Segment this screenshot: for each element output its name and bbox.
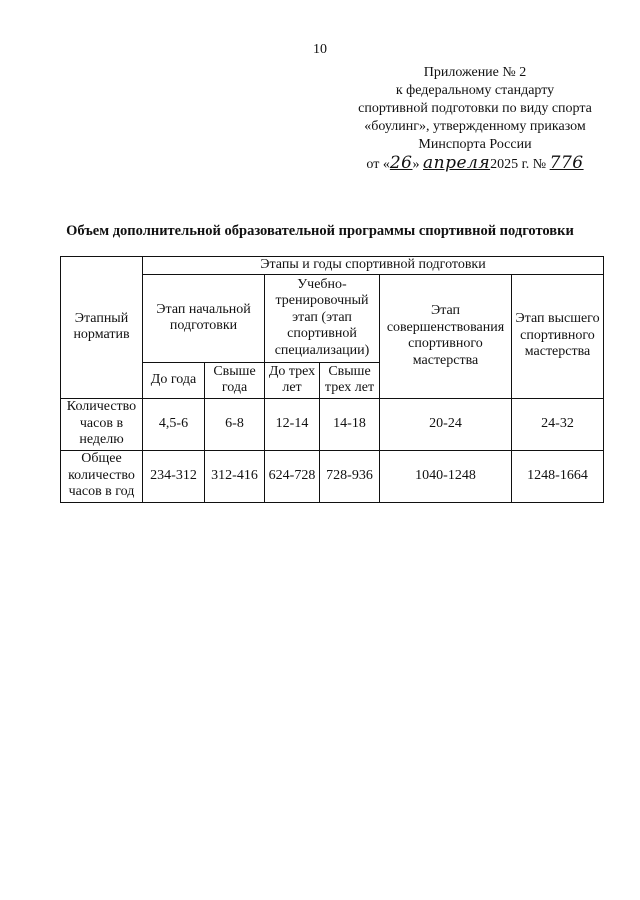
date-mid: » bbox=[412, 157, 420, 172]
row-header-cell: Этапный норматив bbox=[61, 257, 143, 399]
table-cell: 6-8 bbox=[205, 398, 265, 450]
training-volume-table bbox=[60, 256, 604, 503]
handwritten-number: 776 bbox=[549, 153, 584, 173]
table-cell: 234-312 bbox=[143, 450, 205, 502]
page-number: 10 bbox=[313, 42, 327, 57]
sub-header-training-1: До трех лет bbox=[265, 362, 320, 398]
row-label-yearly-hours: Общее количество часов в год bbox=[61, 450, 143, 502]
appendix-title: Приложение № 2 bbox=[423, 65, 527, 80]
stage-higher-header: Этап высшего спортивного мастерства bbox=[512, 274, 604, 398]
handwritten-day: 26 bbox=[389, 153, 413, 173]
row-label-weekly-hours: Количество часов в неделю bbox=[61, 398, 143, 450]
table-cell: 4,5-6 bbox=[143, 398, 205, 450]
appendix-line-ministry: Минспорта России bbox=[418, 137, 532, 152]
date-year: 2025 г. № bbox=[490, 157, 547, 172]
appendix-line-sport: спортивной подготовки по виду спорта bbox=[358, 101, 592, 116]
stage-improvement-header: Этап совершенствования спортивного мастерства bbox=[380, 274, 512, 398]
group-header-cell: Этапы и годы спортивной подготовки bbox=[143, 257, 604, 275]
table-cell: 1248-1664 bbox=[512, 450, 604, 502]
appendix-date-line bbox=[330, 154, 620, 174]
document-title: Объем дополнительной образовательной программы спортивной подготовки bbox=[66, 223, 574, 239]
table-cell: 20-24 bbox=[380, 398, 512, 450]
sub-header-initial-2: Свыше года bbox=[205, 362, 265, 398]
table-cell: 1040-1248 bbox=[380, 450, 512, 502]
stage-initial-header: Этап начальной подготовки bbox=[143, 274, 265, 362]
table-cell: 728-936 bbox=[320, 450, 380, 502]
table-cell: 312-416 bbox=[205, 450, 265, 502]
appendix-line-order: «боулинг», утвержденному приказом bbox=[364, 119, 586, 134]
table-cell: 12-14 bbox=[265, 398, 320, 450]
sub-header-training-2: Свыше трех лет bbox=[320, 362, 380, 398]
date-prefix: от « bbox=[366, 157, 390, 172]
stage-training-header: Учебно-тренировочный этап (этап спортивной специализации) bbox=[265, 274, 380, 362]
appendix-header bbox=[330, 64, 620, 174]
sub-header-initial-1: До года bbox=[143, 362, 205, 398]
handwritten-month: апреля bbox=[422, 153, 491, 173]
table-cell: 24-32 bbox=[512, 398, 604, 450]
table-cell: 624-728 bbox=[265, 450, 320, 502]
appendix-line-standard: к федеральному стандарту bbox=[395, 83, 555, 98]
table-row bbox=[61, 450, 604, 502]
table-cell: 14-18 bbox=[320, 398, 380, 450]
table-row bbox=[61, 398, 604, 450]
